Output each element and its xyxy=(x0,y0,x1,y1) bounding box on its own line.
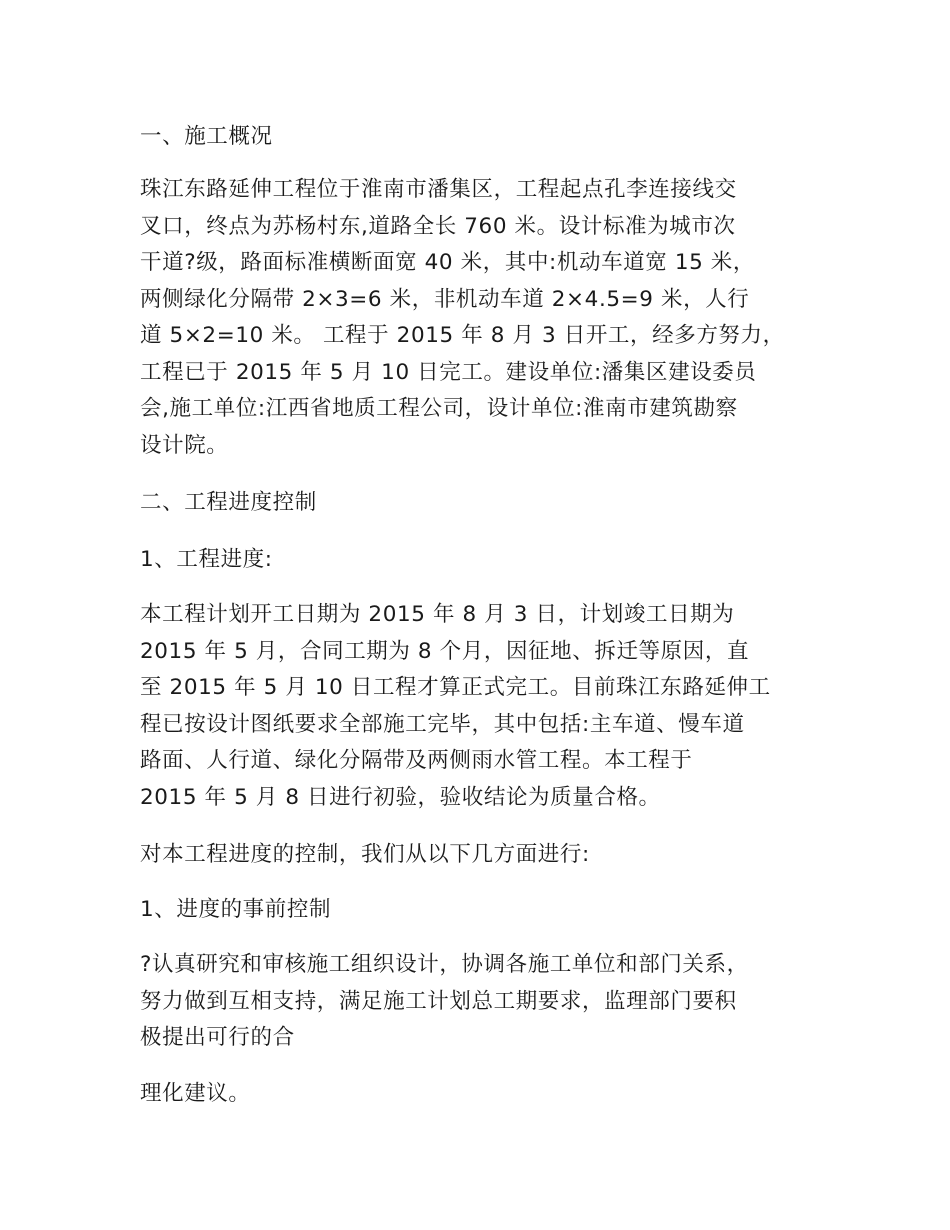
paragraph-line: 对本工程进度的控制，我们从以下几方面进行: xyxy=(140,842,590,867)
paragraph-line: 2015 年 5 月 8 日进行初验，验收结论为质量合格。 xyxy=(140,785,661,810)
paragraph-line: 至 2015 年 5 月 10 日工程才算正式完工。目前珠江东路延伸工 xyxy=(140,675,771,700)
paragraph-line: 本工程计划开工日期为 2015 年 8 月 3 日，计划竣工日期为 xyxy=(140,602,735,627)
paragraph-line: 会,施工单位:江西省地质工程公司，设计单位:淮南市建筑勘察 xyxy=(140,396,738,421)
paragraph-line: 两侧绿化分隔带 2×3=6 米，非机动车道 2×4.5=9 米，人行 xyxy=(140,287,750,312)
paragraph-line: 设计院。 xyxy=(140,433,229,458)
paragraph-line: 努力做到互相支持，满足施工计划总工期要求，监理部门要积 xyxy=(140,989,737,1014)
paragraph-line: 程已按设计图纸要求全部施工完毕，其中包括:主车道、慢车道 xyxy=(140,712,745,737)
paragraph-line: 理化建议。 xyxy=(140,1081,251,1106)
paragraph-line: 道 5×2=10 米。 工程于 2015 年 8 月 3 日开工，经多方努力， xyxy=(140,323,785,348)
section-heading-progress-control: 二、工程进度控制 xyxy=(140,490,317,515)
subheading-project-progress: 1、工程进度: xyxy=(140,547,273,572)
paragraph-line: 2015 年 5 月，合同工期为 8 个月，因征地、拆迁等原因，直 xyxy=(140,639,750,664)
paragraph-line: 工程已于 2015 年 5 月 10 日完工。建设单位:潘集区建设委员 xyxy=(140,360,757,385)
section-heading-construction-overview: 一、施工概况 xyxy=(140,124,273,149)
paragraph-line: 极提出可行的合 xyxy=(140,1025,295,1050)
paragraph-line: 路面、人行道、绿化分隔带及两侧雨水管工程。本工程于 xyxy=(140,748,693,773)
paragraph-line: ?认真研究和审核施工组织设计，协调各施工单位和部门关系， xyxy=(140,952,749,977)
paragraph-line: 干道?级，路面标准横断面宽 40 米，其中:机动车道宽 15 米， xyxy=(140,250,756,275)
paragraph-line: 叉口，终点为苏杨村东,道路全长 760 米。设计标准为城市次 xyxy=(140,214,736,239)
subheading-pre-control: 1、进度的事前控制 xyxy=(140,897,332,922)
paragraph-line: 珠江东路延伸工程位于淮南市潘集区，工程起点孔李连接线交 xyxy=(140,177,737,202)
